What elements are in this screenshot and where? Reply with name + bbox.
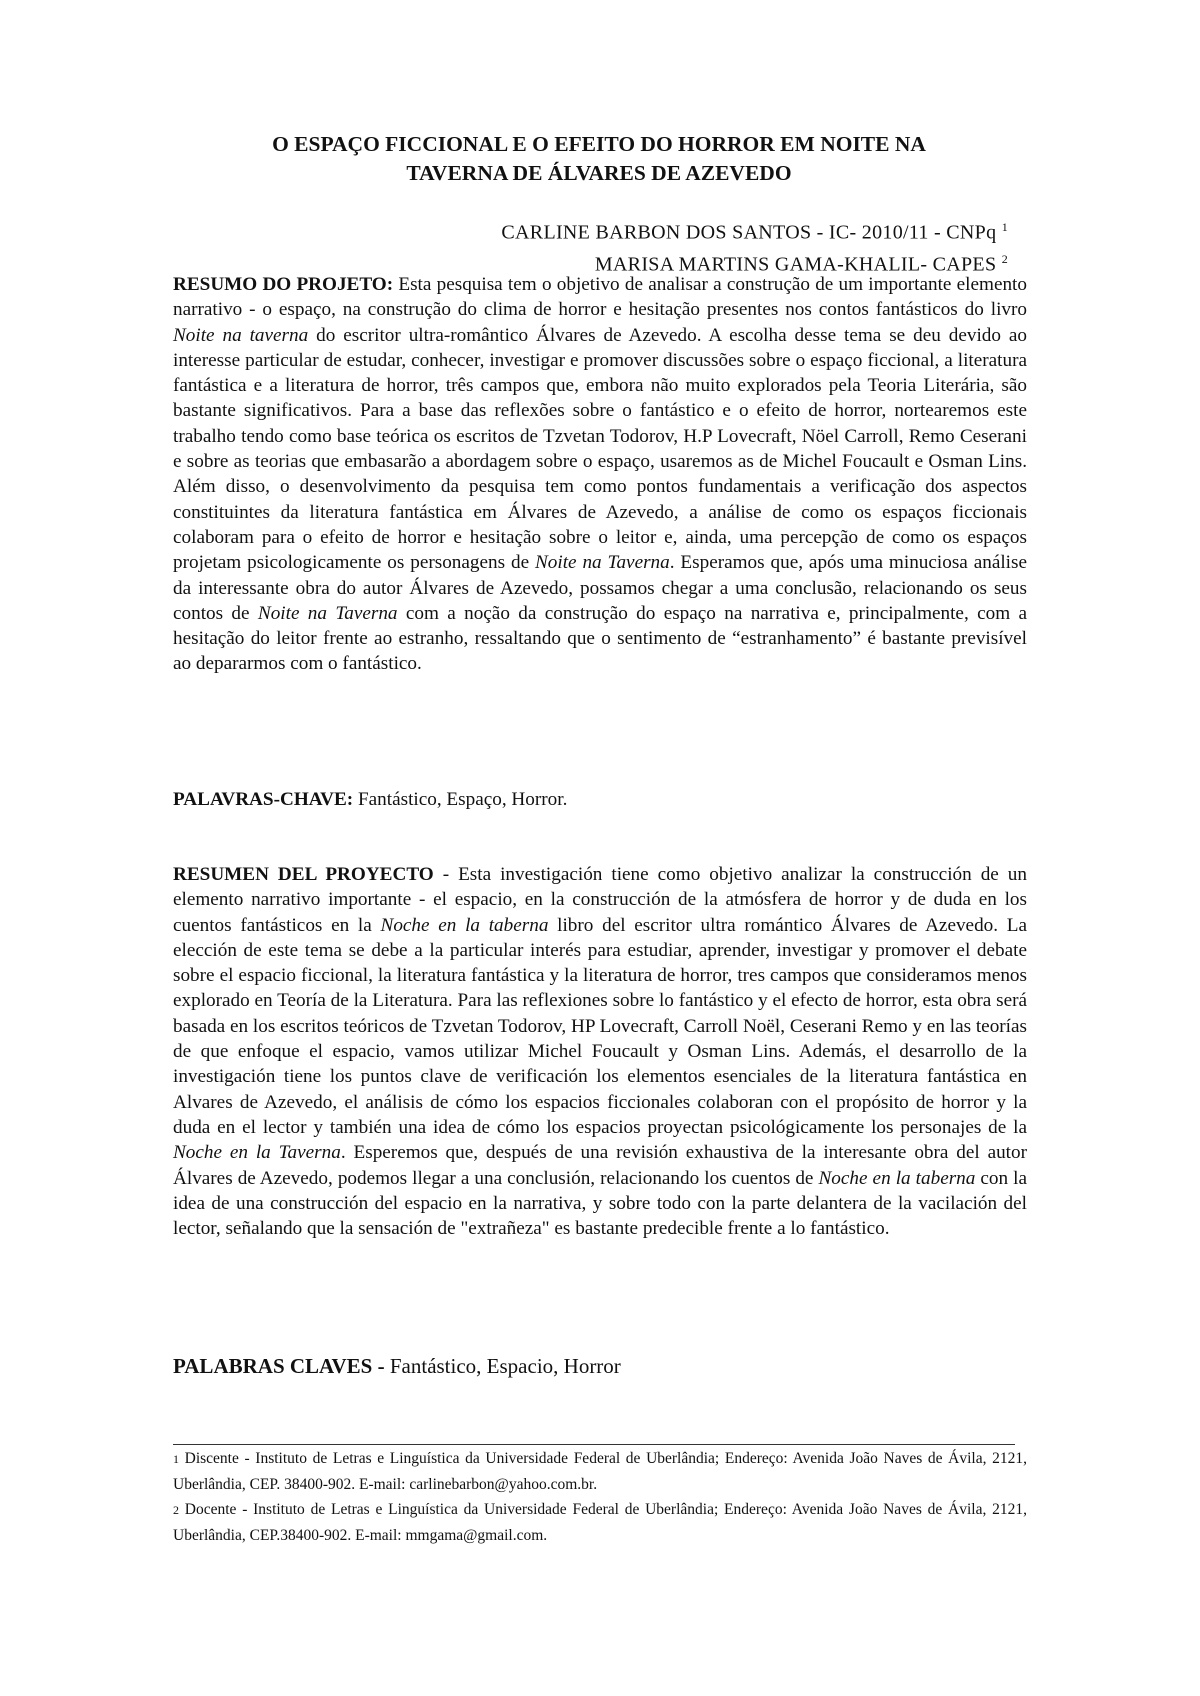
abstract-pt-italic-1: Noite na taverna	[173, 324, 309, 346]
footnotes	[173, 1446, 1027, 1548]
keywords-spanish	[173, 1354, 621, 1379]
keywords-pt-label: PALAVRAS-CHAVE:	[173, 789, 354, 810]
title-line-2: TAVERNA DE ÁLVARES DE AZEVEDO	[406, 161, 792, 185]
author-2-name: MARISA MARTINS GAMA-KHALIL- CAPES	[594, 253, 997, 276]
abstract-pt-text-4: com a noção da construção do espaço na narrativa e, principalmente, com a hesitação do leitor frente ao estranho, ressaltando que o sentimento de “estranhamento” é bastante previsível ao depararmos com o fantástico.	[173, 602, 1027, 675]
footnote-1	[173, 1446, 1027, 1497]
abstract-pt-italic-2: Noite na Taverna	[534, 552, 670, 574]
abstract-pt-text-1: Esta pesquisa tem o objetivo de analisar a construção de um importante elemento narrativo - o espaço, na construção do clima de horror e hesitação presentes nos contos fantásticos do livro	[173, 274, 1027, 321]
keywords-portuguese	[173, 787, 567, 812]
title-line-1: O ESPAÇO FICCIONAL E O EFEITO DO HORROR EM NOITE NA	[272, 132, 926, 156]
keywords-pt-text: Fantástico, Espaço, Horror.	[353, 789, 568, 810]
author-1-note: 1	[1001, 220, 1008, 234]
author-1-name: CARLINE BARBON DOS SANTOS - IC- 2010/11 - CNPq	[501, 221, 997, 244]
abstract-spanish	[173, 862, 1027, 1241]
footnote-2-text: Docente - Instituto de Letras e Linguística da Universidade Federal de Uberlândia; Endereço: Avenida João Naves de Ávila, 2121, Uberlândia, CEP.38400-902. E-mail: mmgama@gmail.com.	[173, 1501, 1027, 1544]
abstract-es-italic-3: Noche en la taberna	[818, 1167, 976, 1189]
abstract-es-text-3: . Esperemos que, después de una revisión exhaustiva de la interesante obra del autor Álvares de Azevedo, podemos llegar a una conclusión, relacionando los cuentos de	[173, 1142, 1028, 1189]
keywords-es-text: Fantástico, Espacio, Horror	[384, 1354, 621, 1378]
abstract-es-text-2: libro del escritor ultra romántico Álvares de Azevedo. La elección de este tema se debe a la particular interés para estudiar, aprender, investigar y promover el debate sobre el espacio ficcional, la literatura fantástica y la literatura de horror, tres campos que consideramos menos explorado en Teoría de la Literatura. Para las reflexiones sobre lo fantástico y el efecto de horror, esta obra será basada en los escritos teóricos de Tzvetan Todorov, HP Lovecraft, Carroll Noël, Ceserani Remo y en las teorías de que enfoque el espacio, vamos utilizar Michel Foucault y Osman Lins. Además, el desarrollo de la investigación tiene los puntos clave de verificación los elementos esenciales de la literatura fantástica en Alvares de Azevedo, el análisis de cómo los espacios ficcionales colaboran con el propósito de horror y la duda en el lector y también una idea de cómo los espacios proyectan psicológicamente los personajes de la	[173, 914, 1028, 1138]
abstract-pt-italic-3: Noite na Taverna	[257, 602, 398, 624]
abstract-es-text-4: con la idea de una construcción del espacio en la narrativa, y sobre todo con la parte delantera de la vacilación del lector, señalando que la sensación de "extrañeza" es bastante predecible frente a lo fantástico.	[173, 1167, 1028, 1240]
paper-title	[173, 130, 1025, 188]
footnote-1-number: 1	[173, 1452, 179, 1466]
footnote-divider	[173, 1444, 1015, 1445]
abstract-portuguese	[173, 272, 1027, 677]
abstract-es-italic-1: Noche en la taberna	[380, 914, 549, 936]
footnote-1-text: Discente - Instituto de Letras e Linguística da Universidade Federal de Uberlândia; Endereço: Avenida João Naves de Ávila, 2121, Uberlândia, CEP. 38400-902. E-mail: carlinebarbon@yahoo.com.br.	[173, 1450, 1027, 1493]
abstract-pt-text-2: do escritor ultra-romântico Álvares de Azevedo. A escolha desse tema se deu devido ao interesse particular de estudar, conhecer, investigar e promover discussões sobre o espaço ficcional, a literatura fantástica e a literatura de horror, três campos que, embora não muito explorados pela Teoria Literária, são bastante significativos. Para a base das reflexões sobre o fantástico e o efeito de horror, nortearemos este trabalho tendo como base teórica os escritos de Tzvetan Todorov, H.P Lovecraft, Nöel Carroll, Remo Ceserani e sobre as teorias que embasarão a abordagem sobre o espaço, usaremos as de Michel Foucault e Osman Lins. Além disso, o desenvolvimento da pesquisa tem como pontos fundamentais a verificação dos aspectos constituintes da literatura fantástica em Álvares de Azevedo, a análise de como os espaços ficcionais colaboram para o efeito de horror e hesitação sobre o leitor e, ainda, uma percepção de como os espaços projetam psicologicamente os personagens de	[173, 324, 1027, 574]
abstract-es-italic-2: Noche en la Taverna	[173, 1142, 341, 1164]
keywords-es-label: PALABRAS CLAVES -	[173, 1354, 385, 1378]
footnote-2	[173, 1497, 1027, 1548]
abstract-es-label: RESUMEN DEL PROYECTO	[173, 864, 434, 885]
abstract-es-text-1: - Esta investigación tiene como objetivo analizar la construcción de un elemento narrativo importante - el espacio, en la construcción de la atmósfera de horror y de duda en los cuentos fantásticos en la	[173, 864, 1027, 936]
author-2-note: 2	[1001, 251, 1008, 266]
author-list	[501, 214, 1008, 277]
abstract-pt-label: RESUMO DO PROJETO:	[173, 274, 394, 295]
footnote-2-number: 2	[173, 1503, 179, 1517]
author-1	[501, 214, 1008, 246]
abstract-pt-text-3: . Esperamos que, após uma minuciosa análise da interessante obra do autor Álvares de Azevedo, possamos chegar a uma conclusão, relacionando os seus contos de	[173, 552, 1027, 624]
